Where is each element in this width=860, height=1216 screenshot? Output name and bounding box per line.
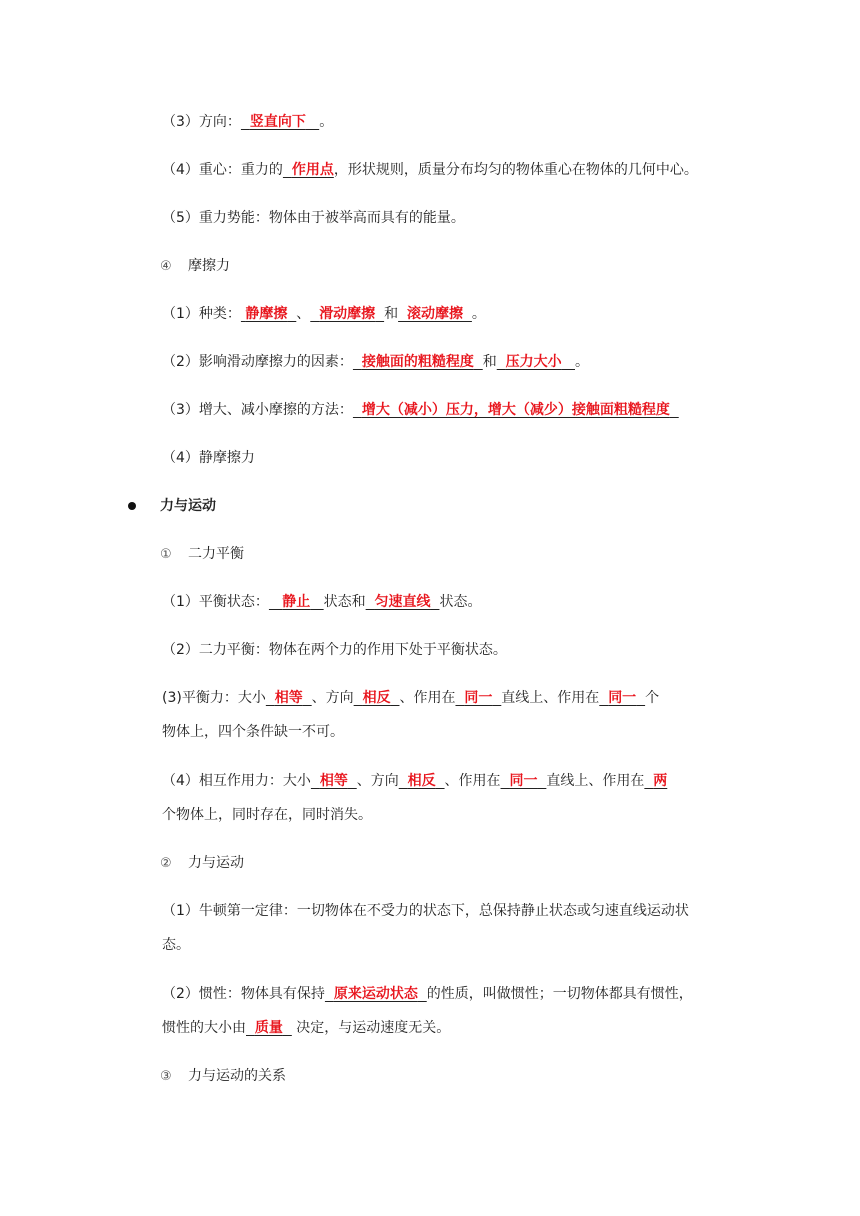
text: ，形状规则，质量分布均匀的物体重心在物体的几何中心。 xyxy=(333,162,698,178)
answer-blank: 压力大小 xyxy=(505,354,562,370)
force-motion-relation-subheading: ③ 力与运动的关系 xyxy=(0,1066,860,1087)
static-friction-line: （4）静摩擦力 xyxy=(162,450,255,466)
newton-first-law-line: （1）牛顿第一定律：一切物体在不受力的状态下，总保持静止状态或匀速直线运动状 xyxy=(162,903,689,919)
force-motion-subheading: ② 力与运动 xyxy=(0,853,860,874)
answer-blank: 增大（减小）压力，增大（减少）接触面粗糙程度 xyxy=(361,402,670,418)
answer-blank: 相等 xyxy=(319,773,348,789)
answer-blank: 相反 xyxy=(362,690,391,706)
answer-blank: 静摩擦 xyxy=(245,306,288,322)
answer-blank: 同一 xyxy=(509,773,538,789)
answer-blank: 原来运动状态 xyxy=(333,986,418,1002)
text: 。 xyxy=(319,114,334,130)
answer-blank: 静止 xyxy=(282,594,311,610)
newton-first-law-line-cont: 态。 xyxy=(162,937,190,953)
equilibrium-state-line: （1）平衡状态： 静止 状态和 匀速直线 状态。 xyxy=(162,594,482,610)
text: （3）方向： xyxy=(162,114,241,130)
inertia-line-cont: 惯性的大小由 质量 决定，与运动速度无关。 xyxy=(162,1020,451,1036)
friction-methods-line: （3）增大、减小摩擦的方法： 增大（减小）压力，增大（减少）接触面粗糙程度 xyxy=(162,402,670,418)
center-of-gravity-line xyxy=(0,160,860,180)
bullet-icon xyxy=(128,502,136,510)
text: （5）重力势能：物体由于被举高而具有的能量。 xyxy=(162,210,465,226)
text: （4）重心：重力的 xyxy=(162,162,283,178)
friction-subheading xyxy=(0,256,860,277)
gravity-direction-line xyxy=(0,112,860,132)
subheading-text: 摩擦力 xyxy=(188,258,230,274)
answer-blank: 相等 xyxy=(274,690,303,706)
answer-blank: 两 xyxy=(653,773,668,789)
answer-blank: 匀速直线 xyxy=(374,594,431,610)
section-heading-force-motion: 力与运动 xyxy=(0,496,860,516)
answer-blank: 滑动摩擦 xyxy=(319,306,376,322)
answer-blank: 同一 xyxy=(464,690,493,706)
answer-blank: 滚动摩擦 xyxy=(407,306,463,322)
equilibrium-subheading: ① 二力平衡 xyxy=(0,544,860,565)
circled-number: ④ xyxy=(160,259,172,274)
friction-factors-line: （2）影响滑动摩擦力的因素： 接触面的粗糙程度 和 压力大小 。 xyxy=(162,354,589,370)
two-force-balance-line: （2）二力平衡：物体在两个力的作用下处于平衡状态。 xyxy=(162,642,507,658)
answer-blank: 同一 xyxy=(608,690,637,706)
answer-blank: 相反 xyxy=(407,773,436,789)
balanced-forces-line-cont: 物体上，四个条件缺一不可。 xyxy=(162,724,344,740)
balanced-forces-line: (3)平衡力：大小 相等 、方向 相反 、作用在 同一 直线上、作用在 同一 个 xyxy=(162,690,660,706)
potential-energy-line xyxy=(0,208,860,228)
circled-number: ③ xyxy=(160,1069,172,1084)
interaction-forces-line-cont: 个物体上，同时存在，同时消失。 xyxy=(162,807,372,823)
answer-blank: 接触面的粗糙程度 xyxy=(361,354,474,370)
circled-number: ① xyxy=(160,547,172,562)
inertia-line: （2）惯性：物体具有保持 原来运动状态 的性质，叫做惯性；一切物体都具有惯性， xyxy=(162,986,693,1002)
interaction-forces-line: （4）相互作用力：大小 相等 、方向 相反 、作用在 同一 直线上、作用在 两 xyxy=(162,773,668,789)
circled-number: ② xyxy=(160,856,172,871)
answer-blank: 质量 xyxy=(254,1020,283,1036)
friction-types-line: （1）种类： 静摩擦 、 滑动摩擦 和 滚动摩擦 。 xyxy=(162,306,486,322)
answer-blank: 竖直向下 xyxy=(249,114,306,130)
answer-blank: 作用点 xyxy=(291,162,334,178)
